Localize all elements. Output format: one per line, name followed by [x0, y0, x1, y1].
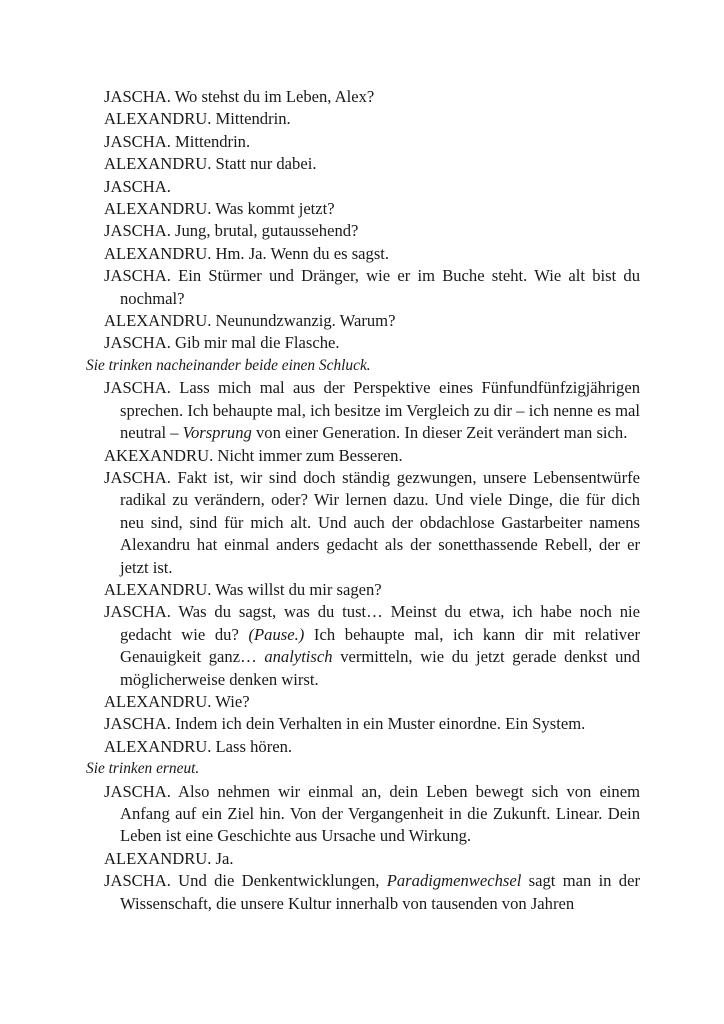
emphasis-text: analytisch [264, 647, 333, 667]
stage-direction: Sie trinken nacheinander beide einen Schluck. [86, 356, 371, 374]
speech-line: JASCHA. Jung, brutal, gutaussehend? [104, 221, 359, 241]
speech-text: JASCHA. Lass mich mal aus der Perspektive eines Fünfundfünfzigjährigen sprechen. Ich behaupte mal, ich besitze im Vergleich zu dir – ich nenne es mal neutral – [104, 378, 640, 443]
speech-line [86, 870, 640, 915]
speech-line: JASCHA. Fakt ist, wir sind doch ständig gezwungen, unsere Lebensentwürfe radikal zu verändern, oder? Wir lernen dazu. Und viele Dinge, die für dich neu sind, sind für mich alt. Und auch der obdachlose Gastarbeiter namens Alexandru hat einmal anders gedacht als der sonetthassende Rebell, der er jetzt ist. [104, 467, 640, 577]
speech-line: ALEXANDRU. Wie? [104, 691, 250, 711]
speech-text: von einer Generation. In dieser Zeit verändert man sich. [251, 423, 628, 443]
speech-text: vermitteln, wie du jetzt gerade denkst und möglicherweise denken wirst. [120, 647, 640, 689]
script-text [88, 86, 640, 915]
speech-line: ALEXANDRU. Mittendrin. [104, 109, 291, 129]
speech-line: ALEXANDRU. Was kommt jetzt? [104, 199, 335, 219]
speech-line: ALEXANDRU. Ja. [104, 848, 234, 868]
speech-text: JASCHA. Was du sagst, was du tust… Meinst du etwa, ich habe noch nie gedacht wie du? [104, 602, 640, 644]
emphasis-text: (Pause.) [248, 624, 305, 644]
speech-line: JASCHA. [104, 176, 171, 196]
speech-line [86, 601, 640, 691]
speech-line: ALEXANDRU. Was willst du mir sagen? [104, 579, 382, 599]
speech-line [86, 377, 640, 444]
speech-line: JASCHA. Gib mir mal die Flasche. [104, 333, 340, 353]
speech-line: JASCHA. Ein Stürmer und Dränger, wie er im Buche steht. Wie alt bist du nochmal? [104, 266, 640, 308]
emphasis-text: Vorsprung [182, 423, 252, 443]
speech-line: JASCHA. Mittendrin. [104, 131, 251, 151]
speech-text: Ich behaupte mal, ich kann dir mit relativer Genauigkeit ganz… [120, 624, 640, 667]
speech-line: JASCHA. Wo stehst du im Leben, Alex? [104, 87, 375, 106]
speech-text: sagt man in der Wissenschaft, die unsere Kultur innerhalb von tausenden von Jahren [120, 871, 640, 913]
speech-text: JASCHA. Und die Denkentwicklungen, [104, 871, 387, 891]
speech-line: ALEXANDRU. Lass hören. [104, 736, 293, 756]
speech-line: ALEXANDRU. Hm. Ja. Wenn du es sagst. [104, 243, 390, 263]
speech-line: JASCHA. Indem ich dein Verhalten in ein Muster einordne. Ein System. [104, 714, 586, 734]
emphasis-text: Paradigmenwechsel [386, 871, 522, 891]
stage-direction: Sie trinken erneut. [86, 760, 200, 778]
speech-line: ALEXANDRU. Neunundzwanzig. Warum? [104, 311, 396, 331]
speech-line: JASCHA. Also nehmen wir einmal an, dein Leben bewegt sich von einem Anfang auf ein Ziel hin. Von der Vergangenheit in die Zukunft. Linear. Dein Leben ist eine Geschichte aus Ursache und Wirkung. [104, 781, 640, 846]
speech-line: AKEXANDRU. Nicht immer zum Besseren. [104, 445, 403, 465]
speech-line: ALEXANDRU. Statt nur dabei. [104, 154, 317, 174]
